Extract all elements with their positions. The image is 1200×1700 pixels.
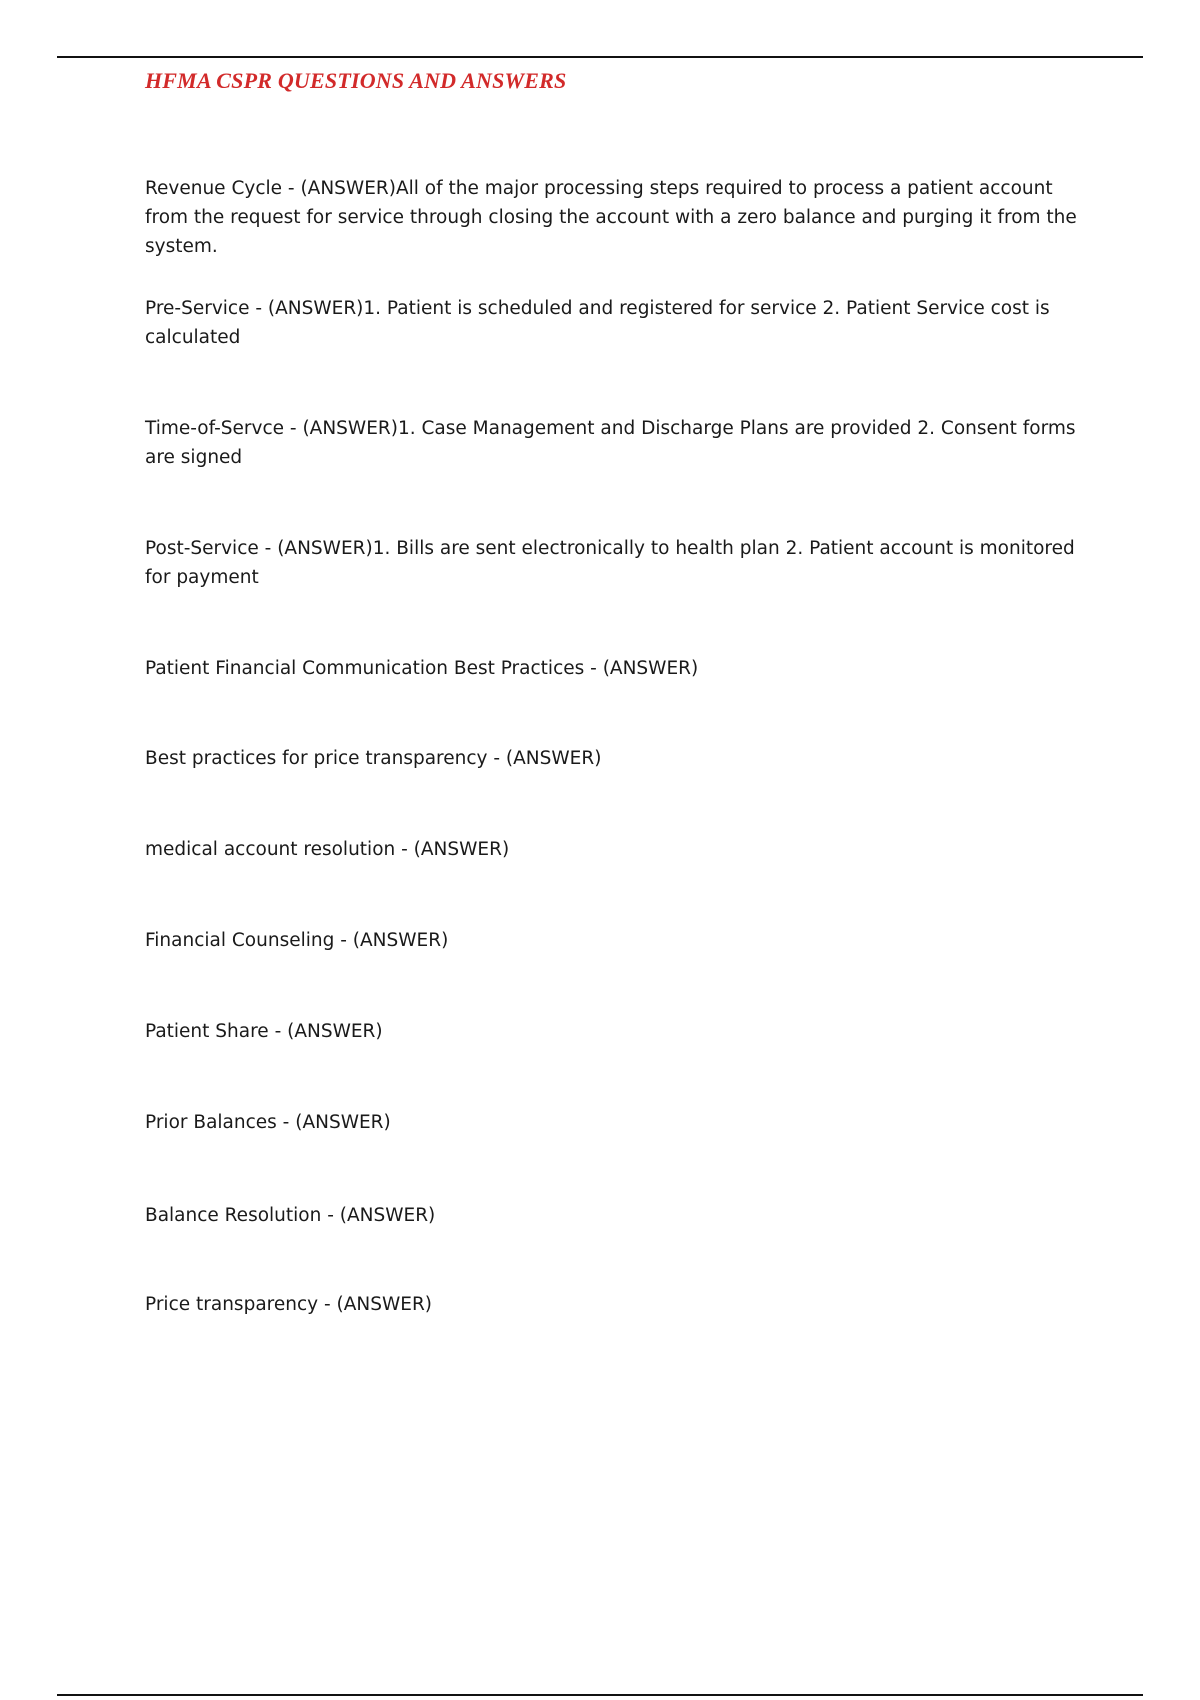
entry-medical-account-resolution: medical account resolution - (ANSWER) <box>145 839 510 860</box>
entry-prior-balances: Prior Balances - (ANSWER) <box>145 1112 391 1133</box>
entry-patient-financial-communication: Patient Financial Communication Best Practices - (ANSWER) <box>145 658 699 679</box>
entry-balance-resolution: Balance Resolution - (ANSWER) <box>145 1205 436 1226</box>
entry-price-transparency-best-practices: Best practices for price transparency - (ANSWER) <box>145 748 602 769</box>
header-rule <box>57 56 1143 58</box>
entry-revenue-cycle: Revenue Cycle - (ANSWER)All of the major processing steps required to process a patient account from the request for service through closing the account with a zero balance and purging it from the system. <box>145 178 1077 257</box>
entry-financial-counseling: Financial Counseling - (ANSWER) <box>145 930 449 951</box>
entry-patient-share: Patient Share - (ANSWER) <box>145 1021 383 1042</box>
entry-price-transparency: Price transparency - (ANSWER) <box>145 1294 433 1315</box>
entry-time-of-service: Time-of-Servce - (ANSWER)1. Case Management and Discharge Plans are provided 2. Consent forms are signed <box>145 418 1076 468</box>
entry-post-service: Post-Service - (ANSWER)1. Bills are sent electronically to health plan 2. Patient account is monitored for payment <box>145 538 1075 588</box>
document-title: HFMA CSPR QUESTIONS AND ANSWERS <box>145 68 567 93</box>
entry-pre-service: Pre-Service - (ANSWER)1. Patient is scheduled and registered for service 2. Patient Service cost is calculated <box>145 298 1050 348</box>
footer-rule <box>57 1694 1143 1696</box>
